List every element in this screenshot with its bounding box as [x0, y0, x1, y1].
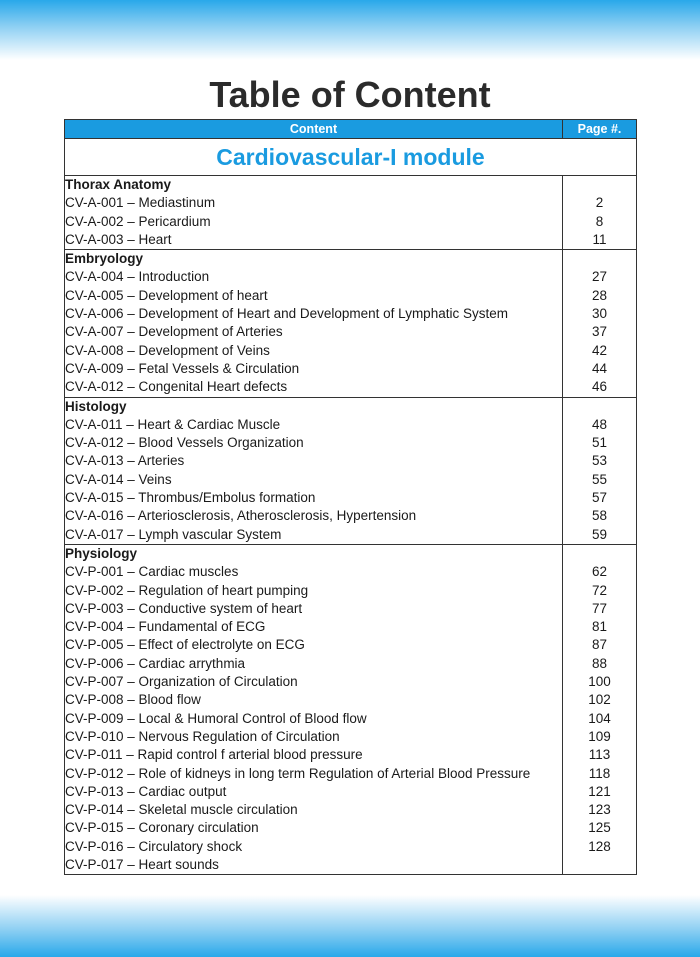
toc-entry-page	[563, 856, 636, 874]
toc-entry-label: CV-P-014 – Skeletal muscle circulation	[65, 802, 298, 818]
toc-entry-page: 55	[591, 471, 608, 487]
toc-entry-label: CV-A-016 – Arteriosclerosis, Atherosclerosis, Hypertension	[65, 508, 417, 524]
toc-entry-label: CV-A-008 – Development of Veins	[65, 342, 270, 358]
section-title: Embryology	[65, 251, 144, 267]
toc-entry-page: 57	[591, 490, 608, 506]
toc-entry-label: CV-P-002 – Regulation of heart pumping	[65, 582, 309, 598]
toc-entry-page: 104	[588, 710, 611, 726]
section-title: Thorax Anatomy	[65, 177, 172, 192]
toc-entry-page: 2	[595, 195, 604, 211]
toc-entry-label: CV-P-010 – Nervous Regulation of Circulation	[65, 728, 340, 744]
toc-entry-page: 8	[595, 213, 604, 229]
toc-entry-page: 62	[591, 564, 608, 580]
toc-entry-page: 51	[591, 435, 608, 451]
toc-entry-label: CV-A-012 – Blood Vessels Organization	[65, 435, 304, 451]
toc-entry-page: 37	[591, 324, 608, 340]
page-spacer	[563, 176, 636, 194]
toc-entry-label: CV-A-003 – Heart	[65, 231, 172, 247]
toc-entry-page: 53	[591, 453, 608, 469]
page-spacer	[563, 545, 636, 563]
toc-entry-label: CV-A-012 – Congenital Heart defects	[65, 379, 288, 395]
toc-entry-page: 109	[588, 728, 611, 744]
toc-entry-page: 100	[588, 674, 611, 690]
toc-entry-page: 42	[591, 342, 608, 358]
page-column-header: Page #.	[563, 120, 637, 139]
toc-entry-label: CV-A-013 – Arteries	[65, 453, 185, 469]
toc-entry-page: 46	[591, 379, 608, 395]
toc-section	[65, 250, 637, 397]
toc-table	[64, 119, 637, 875]
toc-entry-label: CV-P-003 – Conductive system of heart	[65, 600, 303, 616]
toc-entry-label: CV-A-004 – Introduction	[65, 269, 210, 285]
toc-entry-page: 102	[588, 692, 611, 708]
page-title: Table of Content	[209, 74, 491, 115]
toc-entry-label: CV-A-002 – Pericardium	[65, 213, 211, 229]
section-title: Physiology	[65, 545, 138, 561]
toc-entry-page: 28	[591, 287, 608, 303]
page-spacer	[563, 398, 636, 416]
toc-entry-label: CV-P-012 – Role of kidneys in long term Regulation of Arterial Blood Pressure	[65, 765, 531, 781]
toc-entry-page: 123	[588, 802, 611, 818]
toc-entry-label: CV-P-011 – Rapid control f arterial blood pressure	[65, 747, 363, 763]
section-page-cell	[563, 176, 637, 250]
section-page-cell	[563, 250, 637, 397]
toc-section	[65, 397, 637, 544]
toc-entry-label: CV-P-001 – Cardiac muscles	[65, 564, 239, 580]
toc-entry-page: 30	[591, 306, 608, 322]
module-title: Cardiovascular-I module	[65, 139, 637, 176]
toc-entry-page: 44	[591, 360, 608, 376]
toc-entry-label: CV-A-005 – Development of heart	[65, 287, 268, 303]
toc-entry-page: 58	[591, 508, 608, 524]
toc-entry-label: CV-P-009 – Local & Humoral Control of Blood flow	[65, 710, 367, 726]
module-row	[65, 139, 637, 176]
section-content-cell	[65, 544, 563, 874]
section-content-cell	[65, 397, 563, 544]
toc-entry-label: CV-A-009 – Fetal Vessels & Circulation	[65, 360, 300, 376]
toc-entry-label: CV-A-001 – Mediastinum	[65, 195, 216, 211]
toc-entry-page: 118	[588, 765, 611, 781]
toc-section	[65, 176, 637, 250]
section-content-cell	[65, 176, 563, 250]
toc-section	[65, 544, 637, 874]
toc-entry-label: CV-A-015 – Thrombus/Embolus formation	[65, 490, 316, 506]
toc-entry-label: CV-P-013 – Cardiac output	[65, 783, 227, 799]
toc-header-row	[65, 120, 637, 139]
toc-entry-label: CV-P-017 – Heart sounds	[65, 856, 219, 872]
toc-entry-label: CV-A-017 – Lymph vascular System	[65, 526, 282, 542]
toc-entry-label: CV-P-016 – Circulatory shock	[65, 838, 243, 854]
toc-entry-label: CV-A-006 – Development of Heart and Development of Lymphatic System	[65, 306, 508, 322]
toc-entry-label: CV-P-006 – Cardiac arrythmia	[65, 655, 246, 671]
bottom-gradient-band	[0, 895, 700, 957]
page-spacer	[563, 250, 636, 268]
toc-entry-page: 72	[591, 582, 608, 598]
toc-entry-page: 113	[588, 747, 611, 763]
toc-entry-label: CV-P-008 – Blood flow	[65, 692, 201, 708]
toc-entry-label: CV-P-004 – Fundamental of ECG	[65, 619, 266, 635]
toc-entry-label: CV-P-005 – Effect of electrolyte on ECG	[65, 637, 305, 653]
content-column-header: Content	[65, 120, 563, 139]
toc-entry-page: 81	[591, 619, 608, 635]
section-page-cell	[563, 397, 637, 544]
toc-entry-label: CV-A-014 – Veins	[65, 471, 172, 487]
toc-entry-page: 88	[591, 655, 608, 671]
toc-entry-page: 77	[591, 600, 608, 616]
toc-entry-page: 59	[591, 526, 608, 542]
toc-entry-page: 128	[588, 838, 611, 854]
toc-entry-page: 87	[591, 637, 608, 653]
toc-entry-page: 121	[588, 783, 611, 799]
toc-entry-label: CV-A-007 – Development of Arteries	[65, 324, 283, 340]
top-gradient-band	[0, 0, 700, 60]
toc-entry-page: 125	[588, 820, 611, 836]
toc-entry-label: CV-A-011 – Heart & Cardiac Muscle	[65, 416, 281, 432]
section-page-cell	[563, 544, 637, 874]
toc-entry-label: CV-P-007 – Organization of Circulation	[65, 674, 298, 690]
toc-entry-page: 11	[592, 231, 607, 247]
toc-entry-label: CV-P-015 – Coronary circulation	[65, 820, 259, 836]
toc-entry-page: 48	[591, 416, 608, 432]
toc-entry-page: 27	[591, 269, 608, 285]
section-title: Histology	[65, 398, 127, 414]
section-content-cell	[65, 250, 563, 397]
